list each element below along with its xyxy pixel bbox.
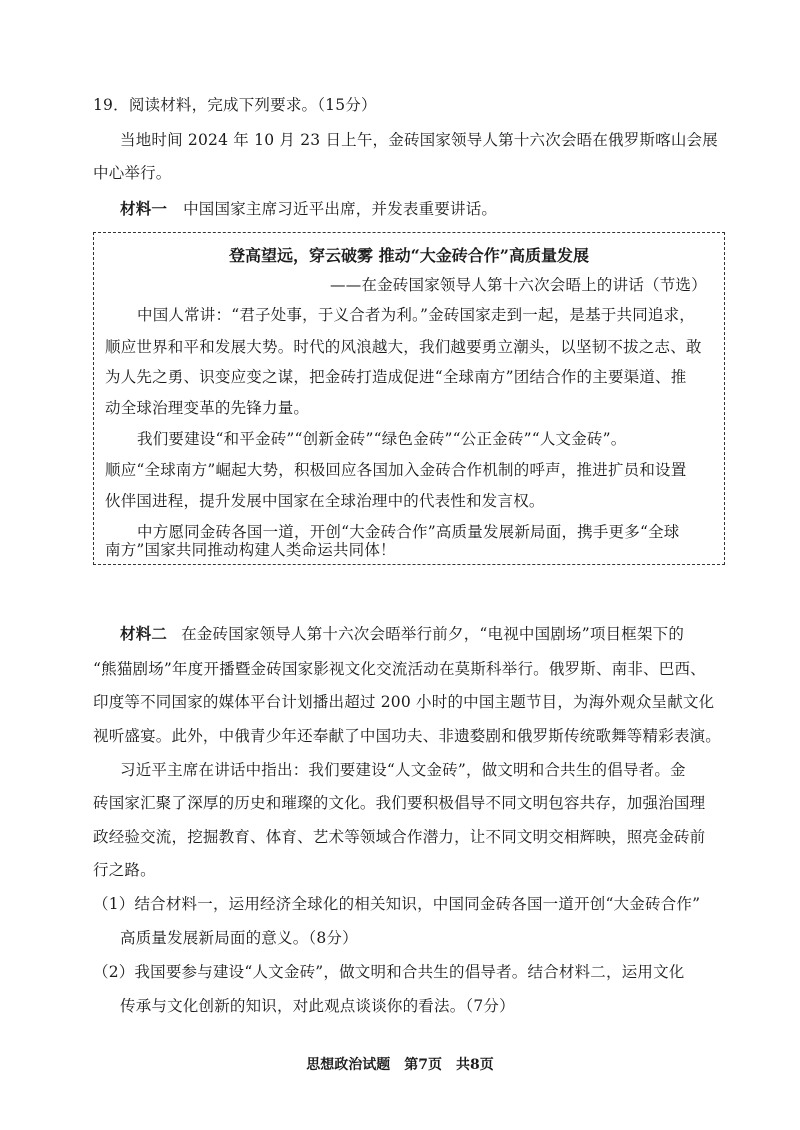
intro-line-1: 当地时间 2024 年 10 月 23 日上午，金砖国家领导人第十六次会晤在俄罗斯喀山会展	[120, 131, 718, 149]
speech-line: 南方”国家共同推动构建人类命运共同体！	[105, 541, 396, 559]
material-two-text: 在金砖国家领导人第十六次会晤举行前夕，“电视中国剧场”项目框架下的	[181, 625, 685, 643]
speech-line: 伙伴国进程，提升发展中国家在全球治理中的代表性和发言权。	[105, 492, 545, 510]
material-two-line: 习近平主席在讲话中指出：我们要建设“人文金砖”，做文明和合共生的倡导者。金	[120, 761, 686, 779]
material-one-intro	[120, 199, 497, 219]
sub-question-2-cont: 传承与文化创新的知识，对此观点谈谈你的看法。（7分）	[120, 997, 515, 1015]
speech-line: 顺应“全球南方”崛起大势，积极回应各国加入金砖合作机制的呼声，推进扩员和设置	[105, 461, 687, 479]
speech-line: 顺应世界和平和发展大势。时代的风浪越大，我们越要勇立潮头，以坚韧不拔之志、敢	[105, 338, 702, 356]
material-two-line: 视听盛宴。此外，中俄青少年还奉献了中国功夫、非遗婺剧和俄罗斯传统歌舞等精彩表演。	[93, 727, 722, 745]
material-two-line: 砖国家汇聚了深厚的历史和璀璨的文化。我们要积极倡导不同文明包容共存，加强治国理	[93, 794, 706, 812]
sub-question-2: （2）我国要参与建设“人文金砖”，做文明和合共生的倡导者。结合材料二，运用文化	[93, 963, 685, 981]
material-one-label: 材料一	[120, 199, 168, 218]
material-one-text: 中国国家主席习近平出席，并发表重要讲话。	[183, 200, 498, 218]
material-two-line: “熊猫剧场”年度开播暨金砖国家影视文化交流活动在莫斯科举行。俄罗斯、南非、巴西、	[93, 660, 706, 678]
sub-question-1: （1）结合材料一，运用经济全球化的相关知识，中国同金砖各国一道开创“大金砖合作”	[93, 895, 701, 913]
speech-line: 动全球治理变革的先锋力量。	[105, 399, 310, 417]
sub-question-1-cont: 高质量发展新局面的意义。（8分）	[120, 929, 358, 947]
material-two-line: 政经验交流，挖掘教育、体育、艺术等领域合作潜力，让不同文明交相辉映，照亮金砖前	[93, 828, 706, 846]
speech-subtitle: ——在金砖国家领导人第十六次会晤上的讲话（节选）	[330, 276, 707, 294]
intro-line-2: 中心举行。	[93, 164, 172, 182]
speech-title: 登高望远，穿云破雾 推动“大金砖合作”高质量发展	[229, 246, 589, 265]
material-two-line: 行之路。	[93, 861, 156, 879]
material-two-line: 印度等不同国家的媒体平台计划播出超过 200 小时的中国主题节目，为海外观众呈献文化	[93, 693, 715, 711]
speech-line: 我们要建设“和平金砖”“创新金砖”“绿色金砖”“公正金砖”“人文金砖”。	[137, 430, 627, 448]
speech-line: 为人先之勇、识变应变之谋，把金砖打造成促进“全球南方”团结合作的主要渠道、推	[105, 368, 687, 386]
material-two-label: 材料二	[120, 624, 168, 643]
question-heading: 19．阅读材料，完成下列要求。（15分）	[93, 96, 377, 114]
speech-line: 中方愿同金砖各国一道，开创“大金砖合作”高质量发展新局面，携手更多“全球	[137, 523, 680, 541]
page-footer: 思想政治试题 第7页 共8页	[306, 1057, 494, 1073]
speech-line: 中国人常讲：“君子处事，于义合者为利。”金砖国家走到一起，是基于共同追求，	[137, 306, 696, 324]
material-two-first-line	[120, 624, 684, 644]
speech-excerpt-box	[93, 232, 725, 565]
